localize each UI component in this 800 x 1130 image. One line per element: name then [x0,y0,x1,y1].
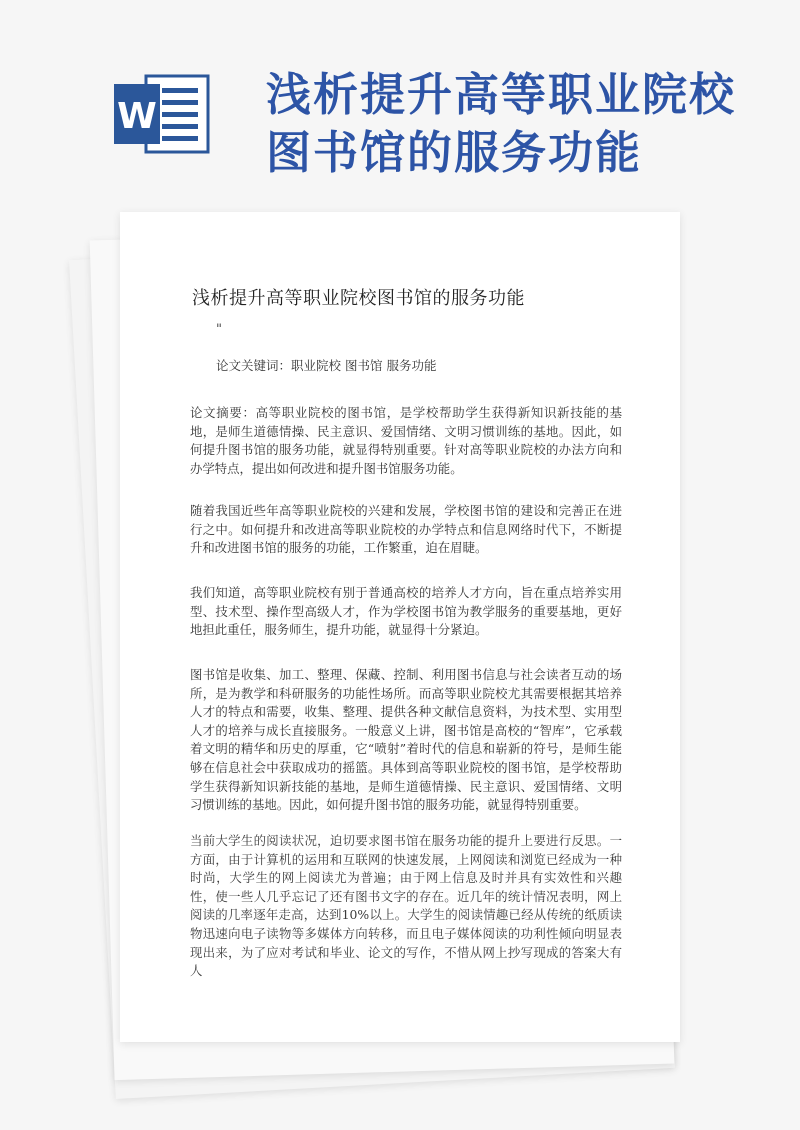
body-paragraph-2: 我们知道，高等职业院校有别于普通高校的培养人才方向，旨在重点培养实用型、技术型、操作型高级人才，作为学校图书馆为教学服务的重要基地，更好地担此重任，服务师生，提升功能，就显得十分紧迫。 [190,585,622,638]
word-doc-icon [112,70,212,158]
document-page [120,212,680,1042]
banner-title-line-1: 浅析提升高等职业院校 [266,68,737,121]
word-icon-letter: W [117,96,157,137]
body-paragraph-4: 当前大学生的阅读状况，迫切要求图书馆在服务功能的提升上要进行反思。一方面，由于计算机的运用和互联网的快速发展，上网阅读和浏览已经成为一种时尚，大学生的网上阅读尤为普遍；由于网上信息及时并具有实效性和兴趣性，使一些人几乎忘记了还有图书文字的存在。近几年的统计情况表明，网上阅读的几率逐年走高，达到10%以上。大学生的阅读情趣已经从传统的纸质读物迅速向电子读物等多媒体方向转移，而且电子媒体阅读的功利性倾向明显表现出来，为了应对考试和毕业、论文的写作，不惜从网上抄写现成的答案大有人 [190,833,622,979]
banner-title [266,66,786,182]
body-paragraph-1: 随着我国近些年高等职业院校的兴建和发展，学校图书馆的建设和完善正在进行之中。如何提升和改进高等职业院校的办学特点和信息网络时代下，不断提升和改进图书馆的服务的功能，工作繁重，迫在眉睫。 [190,503,622,556]
quote-mark: " [216,322,222,337]
body-paragraph-3: 图书馆是收集、加工、整理、保藏、控制、利用图书信息与社会读者互动的场所，是为教学和科研服务的功能性场所。而高等职业院校尤其需要根据其培养人才的特点和需要，收集、整理、提供各种文献信息资料，为技术型、实用型人才的培养与成长直接服务。一般意义上讲，图书馆是高校的“智库”，它承载着文明的精华和历史的厚重，它“喷射”着时代的信息和崭新的符号，是师生能够在信息社会中获取成功的摇篮。具体到高等职业院校的图书馆，是学校帮助学生获得新知识新技能的基地，是师生道德情操、民主意识、爱国情绪、文明习惯训练的基地。因此，如何提升图书馆的服务功能，就显得特别重要。 [190,667,622,813]
keywords-line: 论文关键词：职业院校 图书馆 服务功能 [216,358,437,373]
banner-title-line-2: 图书馆的服务功能 [266,126,643,179]
abstract-paragraph: 论文摘要：高等职业院校的图书馆，是学校帮助学生获得新知识新技能的基地，是师生道德情操、民主意识、爱国情绪、文明习惯训练的基地。因此，如何提升图书馆的服务功能，就显得特别重要。针对高等职业院校的办法方向和办学特点，提出如何改进和提升图书馆服务功能。 [190,405,622,476]
document-title: 浅析提升高等职业院校图书馆的服务功能 [192,288,525,309]
